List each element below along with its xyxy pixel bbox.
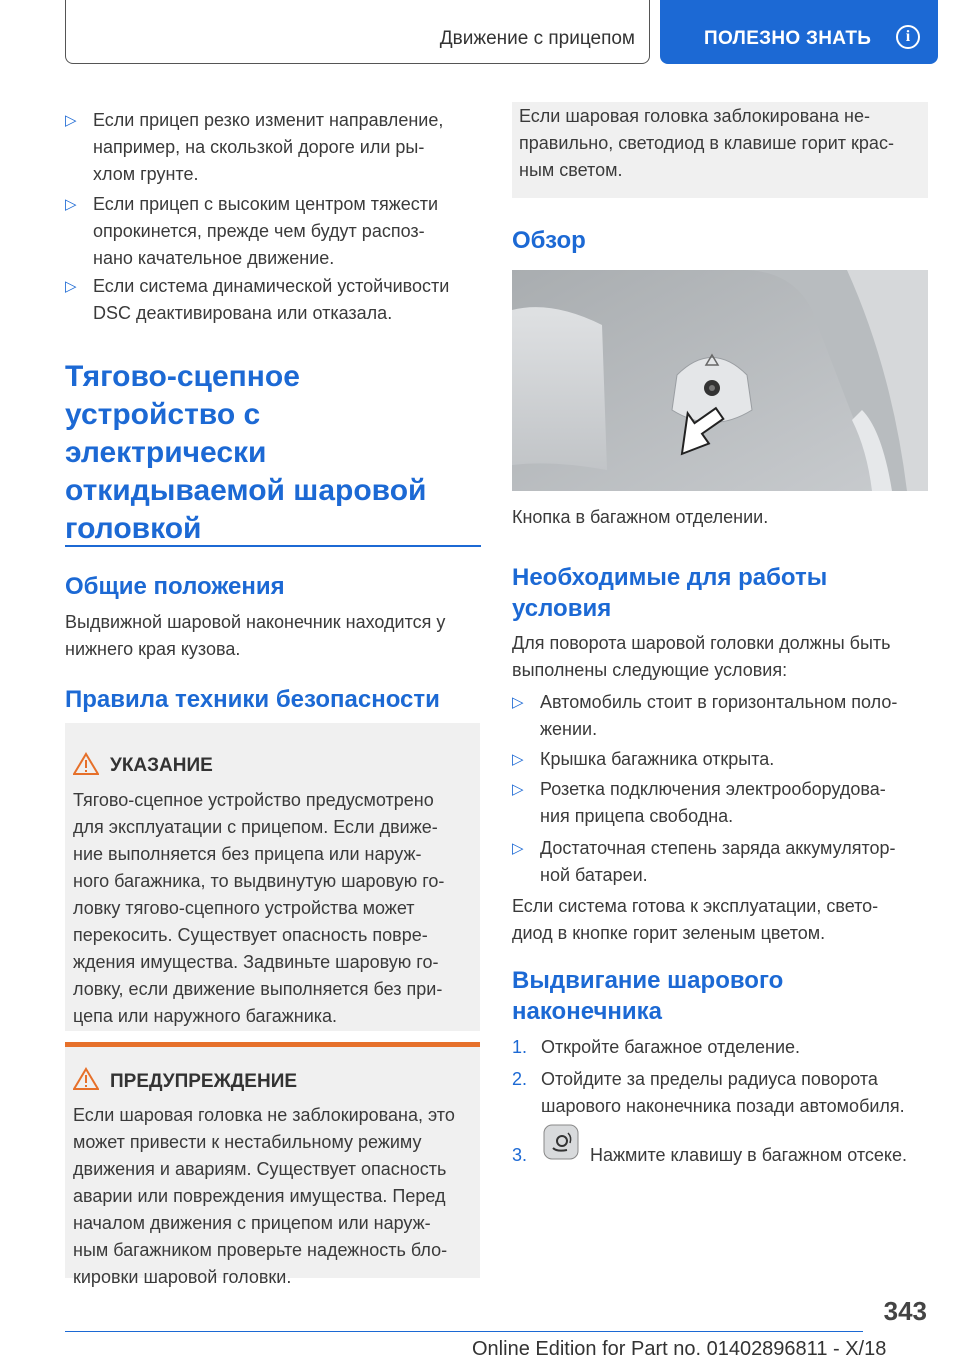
triangle-bullet-icon: ▷ [512, 694, 524, 711]
warning-label: ПРЕДУПРЕЖДЕНИЕ [110, 1071, 298, 1092]
footer-edition: Online Edition for Part no. 01402896811 - X/18 [472, 1338, 887, 1360]
step-number: 1. [512, 1037, 528, 1057]
title-underline [65, 545, 481, 547]
overview-heading: Обзор [512, 227, 586, 254]
tow-hitch-button-icon [543, 1124, 579, 1160]
requirements-heading: Необходимые для работы условия [512, 564, 828, 622]
general-text: Выдвижной шаровой наконечник находится у нижнего края кузова. [65, 612, 446, 659]
footer-divider [65, 1331, 863, 1332]
triangle-bullet-icon: ▷ [65, 196, 77, 213]
header-section-tab[interactable] [65, 0, 650, 64]
step-text: Нажмите клавишу в багажном отсеке. [590, 1145, 907, 1165]
info-icon: i [896, 25, 920, 49]
safety-heading: Правила техники безопасности [65, 686, 440, 713]
warning-text: Если шаровая головка не заблокирована, это может привести к нестабильному режиму движения и авариям. Существует опасность аварии или повреждения имущества. Перед началом движения с прицепом или наруж- ным багажником проверьте надежность бло- кировки шаровой головки. [73, 1105, 455, 1287]
warning-triangle-icon [73, 752, 99, 776]
step-number: 2. [512, 1069, 528, 1089]
triangle-bullet-icon: ▷ [65, 112, 77, 129]
section-title: Тягово-сцепное устройство с электрически откидываемой шаровой головкой [65, 360, 427, 545]
ready-text: Если система готова к эксплуатации, свето- диод в кнопке горит зеленым цветом. [512, 896, 879, 943]
step-number: 3. [512, 1145, 528, 1165]
notice-label: УКАЗАНИЕ [110, 755, 213, 776]
photo-caption: Кнопка в багажном отделении. [512, 507, 769, 527]
triangle-bullet-icon: ▷ [512, 840, 524, 857]
header-tab-label: ПОЛЕЗНО ЗНАТЬ [704, 28, 872, 49]
requirements-intro: Для поворота шаровой головки должны быть выполнены следующие условия: [512, 633, 891, 680]
triangle-bullet-icon: ▷ [65, 278, 77, 295]
step-text: Отойдите за пределы радиуса поворота шарового наконечника позади автомобиля. [541, 1069, 905, 1116]
step-text: Откройте багажное отделение. [541, 1037, 801, 1057]
header-section-title: Движение с прицепом [439, 28, 635, 49]
triangle-bullet-icon: ▷ [512, 781, 524, 798]
notice-text: Тягово-сцепное устройство предусмотрено для эксплуатации с прицепом. Если движе- ние выполняется без прицепа или наруж- ного багажника, то выдвинутую шаровую го- ловку тягово-сцепного устройства может перекосить. Существует опасность повре- ждения имущества. Задвиньте шаровую го- ловку, если движение выполняется без при- цепа или наружного багажника. [73, 790, 445, 1026]
warning-continued-text: Если шаровая головка заблокирована не- правильно, светодиод в клавише горит крас- ным светом. [519, 106, 894, 180]
trunk-button-photo [512, 270, 928, 491]
triangle-bullet-icon: ▷ [512, 751, 524, 768]
extend-heading: Выдвигание шарового наконечника [512, 967, 784, 1025]
page-number: 343 [883, 1296, 927, 1326]
warning-triangle-icon [73, 1067, 99, 1091]
header-useful-tab[interactable] [660, 0, 938, 64]
general-heading: Общие положения [65, 573, 285, 600]
